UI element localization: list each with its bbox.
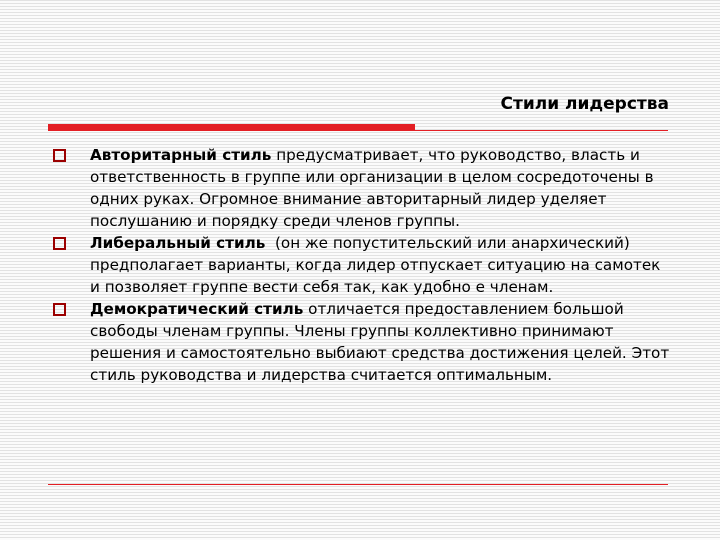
title-underline-rule xyxy=(48,124,668,132)
slide-title: Стили лидерства xyxy=(500,94,669,114)
item-term: Либеральный стиль xyxy=(90,234,266,252)
hollow-square-bullet-icon xyxy=(53,149,66,162)
list-item-democratic xyxy=(52,298,672,386)
bottom-divider-line xyxy=(48,484,668,485)
hollow-square-bullet-icon xyxy=(53,237,66,250)
item-term: Демократический стиль xyxy=(90,300,304,318)
hollow-square-bullet-icon xyxy=(53,303,66,316)
bullet-list xyxy=(52,144,672,386)
title-divider-line xyxy=(48,130,668,131)
list-item-authoritarian xyxy=(52,144,672,232)
list-item-liberal xyxy=(52,232,672,298)
item-text: отличается предоставлением большой свободы членам группы. Члены группы коллективно принимают решения и самостоятельно выбиают средства достижения целей. Этот стиль руководства и лидерства считается оптимальным. xyxy=(90,300,670,384)
item-term: Авторитарный стиль xyxy=(90,146,272,164)
item-text: предусматривает, что руководство, власть и ответственность в группе или организации в целом сосредоточены в одних руках. Огромное внимание авторитарный лидер уделяет послушанию и порядку среди членов группы. xyxy=(90,146,654,230)
item-text: (он же попустительский или анархический) предполагает варианты, когда лидер отпускает ситуацию на самотек и позволяет группе вести себя так, как удобно е членам. xyxy=(90,234,666,296)
